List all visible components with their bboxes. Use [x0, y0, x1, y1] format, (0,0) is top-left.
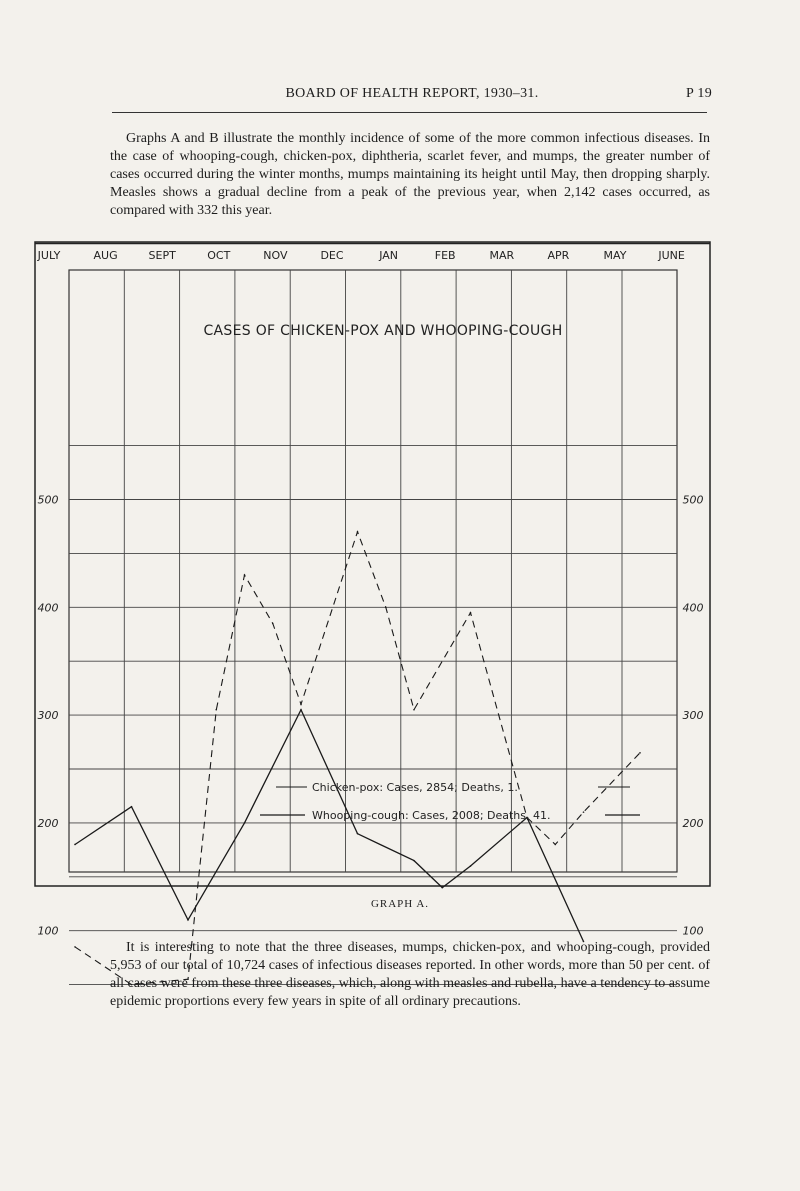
legend-label-whoopingcough: Whooping-cough: Cases, 2008; Deaths, 41. [312, 809, 551, 822]
y-tick-label-right: 400 [682, 601, 704, 615]
data-point [413, 709, 415, 711]
data-point [300, 704, 302, 706]
month-label: MAR [489, 249, 515, 262]
month-label: DEC [320, 249, 344, 262]
y-tick-label-right: 300 [682, 709, 704, 723]
series-line-chicken-pox [75, 532, 640, 985]
intro-paragraph: Graphs A and B illustrate the monthly incidence of some of the more common infectious diseases. In the case of whooping-cough, chicken-pox, diphtheria, scarlet fever, and mumps, the greater number of cases occurred during the winter months, mumps maintaining its height until May, then dropping sharply. Measles shows a gradual decline from a peak of the previous year, when 2,142 cases occurred, as compared with 332 this year. [110, 131, 710, 218]
graph-caption: GRAPH A. [370, 898, 430, 910]
month-label: JULY [37, 249, 61, 262]
y-tick-label-right: 200 [682, 816, 704, 830]
data-point [639, 752, 641, 754]
month-label: FEB [434, 249, 456, 262]
y-tick-label-left: 500 [37, 493, 59, 507]
data-point [272, 623, 274, 625]
data-point [413, 860, 415, 862]
legend-label-chickenpox: Chicken-pox: Cases, 2854; Deaths, 1. [312, 781, 518, 794]
month-label: SEPT [148, 249, 176, 262]
data-point [187, 919, 189, 921]
closing-paragraph: It is interesting to note that the three diseases, mumps, chicken-pox, and whooping-cough, provided 5,953 of our total of 10,724 cases of infectious diseases reported. In other words, more than 50 per cent. of all cases were from these three diseases, which, along with measles and rubella, have a tendency to assume epidemic proportions every few years in spite of all ordinary precautions. [110, 940, 710, 1009]
report-title: BOARD OF HEALTH REPORT, 1930–31. [285, 86, 539, 101]
month-label: NOV [263, 249, 288, 262]
page-number: P 19 [686, 86, 712, 101]
data-point [385, 607, 387, 609]
month-label: AUG [93, 249, 118, 262]
data-point [74, 844, 76, 846]
data-point [131, 806, 133, 808]
data-point [244, 574, 246, 576]
data-point [470, 612, 472, 614]
data-point [583, 811, 585, 813]
data-point [300, 709, 302, 711]
data-point [74, 946, 76, 948]
month-label: APR [547, 249, 570, 262]
data-point [357, 833, 359, 835]
month-label: OCT [207, 249, 231, 262]
month-label: JUNE [658, 249, 685, 262]
data-point [441, 887, 443, 889]
chart-title: CASES OF CHICKEN-POX AND WHOOPING-COUGH [203, 323, 563, 339]
month-label: JAN [379, 249, 399, 262]
y-tick-label-right: 100 [682, 924, 704, 938]
y-tick-label-left: 300 [37, 709, 59, 723]
data-point [357, 531, 359, 533]
y-tick-label-left: 400 [37, 601, 59, 615]
data-point [244, 822, 246, 824]
data-point [554, 844, 556, 846]
data-point [470, 865, 472, 867]
y-tick-label-left: 200 [37, 816, 59, 830]
y-tick-label-left: 100 [37, 924, 59, 938]
data-point [215, 709, 217, 711]
y-tick-label-right: 500 [682, 493, 704, 507]
month-label: MAY [603, 249, 627, 262]
